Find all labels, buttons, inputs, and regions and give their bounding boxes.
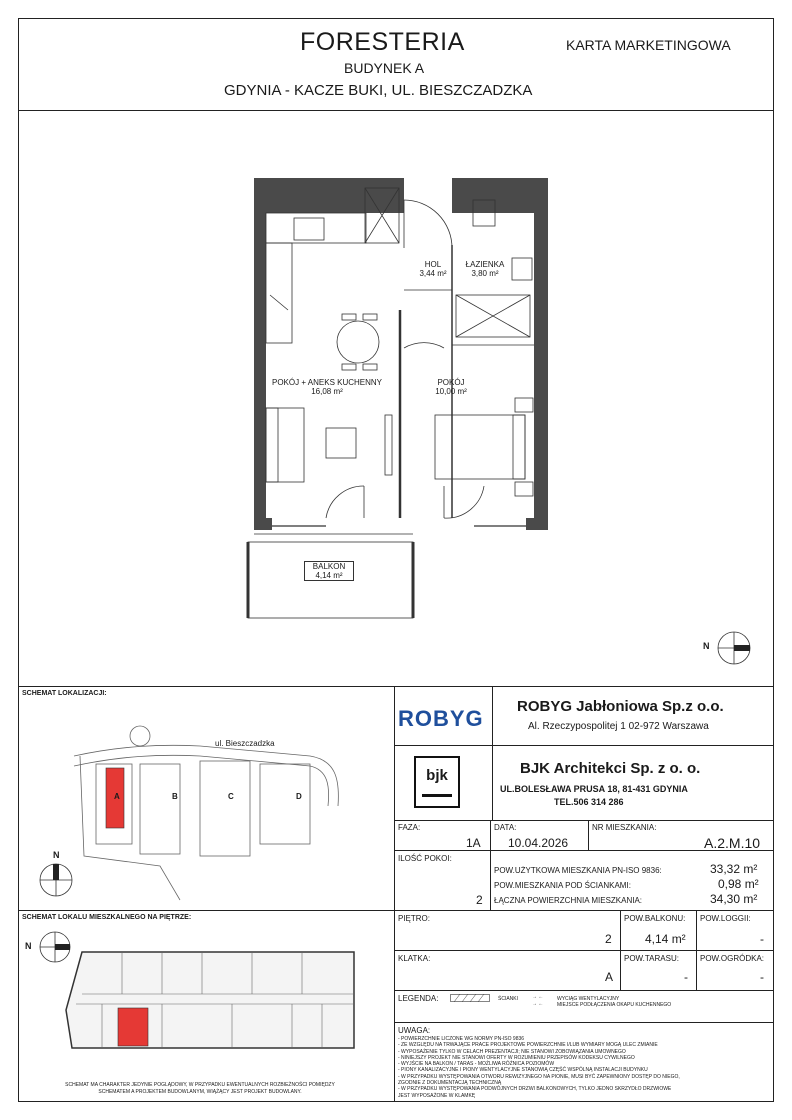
architect-address: UL.BOLESŁAWA PRUSA 18, 81-431 GDYNIA xyxy=(500,784,688,794)
location-map xyxy=(60,716,356,902)
klatka-label: KLATKA: xyxy=(398,954,431,963)
nr-label: NR MIESZKANIA: xyxy=(592,823,657,832)
address-label: GDYNIA - KACZE BUKI, UL. BIESZCZADZKA xyxy=(224,82,533,99)
balkon-value: 4,14 m² xyxy=(645,932,686,946)
building-label: BUDYNEK A xyxy=(344,60,425,76)
wall-bottom-left xyxy=(254,518,272,530)
balkon-label: POW.BALKONU: xyxy=(624,914,686,923)
ogrodek-label: POW.OGRÓDKA: xyxy=(700,954,765,963)
pietro-value: 2 xyxy=(605,932,612,946)
floor-plan xyxy=(230,170,560,630)
legend-label: LEGENDA: xyxy=(398,994,439,1003)
wall-bottom-right xyxy=(526,518,548,530)
header-divider xyxy=(18,110,774,111)
architect-name: BJK Architekci Sp. z o. o. xyxy=(520,760,701,777)
loggia-label: POW.LOGGII: xyxy=(700,914,751,923)
apartment-highlight xyxy=(118,1008,148,1046)
area3-label: ŁĄCZNA POWIERZCHNIA MIESZKANIA: xyxy=(494,896,643,905)
wall-left xyxy=(254,178,266,528)
robyg-logo: ROBYG xyxy=(398,706,484,731)
floor-note: SCHEMAT MA CHARAKTER JEDYNIE POGLĄDOWY, W PRZYPADKU EWENTUALNYCH ROZBIEŻNOŚCI POMIĘDZY SCHEMATEM A PROJEKTEM BUDOWLANYM, WIĄŻĄCY JEST PROJEKT BUDOWLANY. xyxy=(65,1082,335,1095)
area1-label: POW.UŻYTKOWA MIESZKANIA PN-ISO 9836: xyxy=(494,866,662,875)
klatka-value: A xyxy=(605,970,614,984)
legend-walls: ŚCIANKI xyxy=(498,996,519,1002)
lower-divider xyxy=(18,686,774,687)
faza-label: FAZA: xyxy=(398,823,421,832)
notes-list: - POWIERZCHNIE LICZONE WG NORMY PN-ISO 9836 - ZE WZGLĘDU NA TRWAJĄCE PRACE PROJEKTOWE POWIERZCHNIE I/LUB WYMIARY MOGĄ ULEC ZMIANIE - WYPOSAŻENIE TYLKO W CELACH PREZENTACJI; NIE STANOWI ZOBOWIĄZANIA UMOWNEGO - NINIEJSZY PROJEKT NIE STANOWI OFERTY W ROZUMIENIU PRZEPISÓW KODEKSU CYWILNEGO - WYJŚCIE NA BALKON / TARAS - MOŻLIWA RÓŻNICA POZIOMÓW - PIONY KANALIZACYJNE I PIONY WENTYLACYJNE STANOWIĄ CZĘŚĆ WSPÓLNĄ INSTALACJI BUDYNKU - W PRZYPADKU WYSTĘPOWANIA OTWORU REWIZYJNEGO NA PIONIE, MUSI BYĆ ZAPEWNIONY DOSTĘP DO NIEGO, ZGODNIE Z DOKUMENTACJĄ TECHNICZNĄ - W PRZYPADKU WYSTĘPOWANIA PODWÓJNYCH DRZWI BALKONOWYCH, TYLKO JEDNO SKRZYDŁO DRZWIOWE JEST WYPOSAŻONE W KLAMKĘ xyxy=(398,1036,680,1099)
floor-schema-plan xyxy=(62,948,362,1058)
legend-hood: MIEJSCE PODŁĄCZENIA OKAPU KUCHENNEGO xyxy=(557,1002,672,1008)
walls-hatch-icon xyxy=(450,994,490,1002)
floor-section-title: SCHEMAT LOKALU MIESZKALNEGO NA PIĘTRZE: xyxy=(22,914,192,921)
room-hol: HOL 3,44 m² xyxy=(419,260,447,278)
plan-compass-icon xyxy=(716,630,752,666)
nr-value: A.2.M.10 xyxy=(704,835,761,851)
room-lazienka: ŁAZIENKA 3,80 m² xyxy=(465,260,505,278)
data-label: DATA: xyxy=(494,823,517,832)
card-type-label: KARTA MARKETINGOWA xyxy=(566,37,731,53)
building-c-label: C xyxy=(228,792,234,801)
location-section-title: SCHEMAT LOKALIZACJI: xyxy=(22,690,107,697)
floor-compass-letter: N xyxy=(25,941,32,951)
area1-value: 33,32 m² xyxy=(710,862,758,876)
building-d-label: D xyxy=(296,792,302,801)
developer-name: ROBYG Jabłoniowa Sp.z o.o. xyxy=(517,698,724,715)
wall-top-left xyxy=(254,178,404,213)
location-compass-letter: N xyxy=(53,850,60,860)
area2-value: 0,98 m² xyxy=(718,877,759,891)
plan-compass-letter: N xyxy=(703,641,710,651)
wall-top-right xyxy=(452,178,548,213)
room-pokoj-aneks: POKÓJ + ANEKS KUCHENNY 16,08 m² xyxy=(271,378,383,396)
area3-value: 34,30 m² xyxy=(710,892,758,906)
taras-label: POW.TARASU: xyxy=(624,954,679,963)
street-label: ul. Bieszczadzka xyxy=(215,739,275,748)
wall-right xyxy=(534,178,548,528)
location-compass-icon xyxy=(38,862,74,898)
developer-address: Al. Rzeczypospolitej 1 02-972 Warszawa xyxy=(528,721,709,732)
data-value: 10.04.2026 xyxy=(508,836,569,850)
legend-vent: WYCIĄG WENTYLACYJNY xyxy=(557,996,620,1002)
ilosc-value: 2 xyxy=(476,893,483,907)
vent-icon: → ← xyxy=(532,994,544,1000)
loggia-value: - xyxy=(760,932,764,946)
area2-label: POW.MIESZKANIA POD ŚCIANKAMI: xyxy=(494,881,631,890)
page-title: FORESTERIA xyxy=(300,28,465,56)
bjk-logo: bjk xyxy=(414,756,460,808)
notes-label: UWAGA: xyxy=(398,1026,431,1035)
architect-phone: TEL.506 314 286 xyxy=(554,797,624,807)
pietro-label: PIĘTRO: xyxy=(398,914,431,923)
faza-value: 1A xyxy=(466,836,481,850)
room-balkon: BALKON 4,14 m² xyxy=(304,561,354,581)
building-a-label: A xyxy=(114,792,120,801)
ogrodek-value: - xyxy=(760,970,764,984)
room-pokoj: POKÓJ 10,00 m² xyxy=(435,378,467,396)
hood-icon: → ← xyxy=(532,1001,544,1007)
ilosc-label: ILOŚĆ POKOI: xyxy=(398,854,452,863)
taras-value: - xyxy=(684,970,688,984)
building-b-label: B xyxy=(172,792,178,801)
